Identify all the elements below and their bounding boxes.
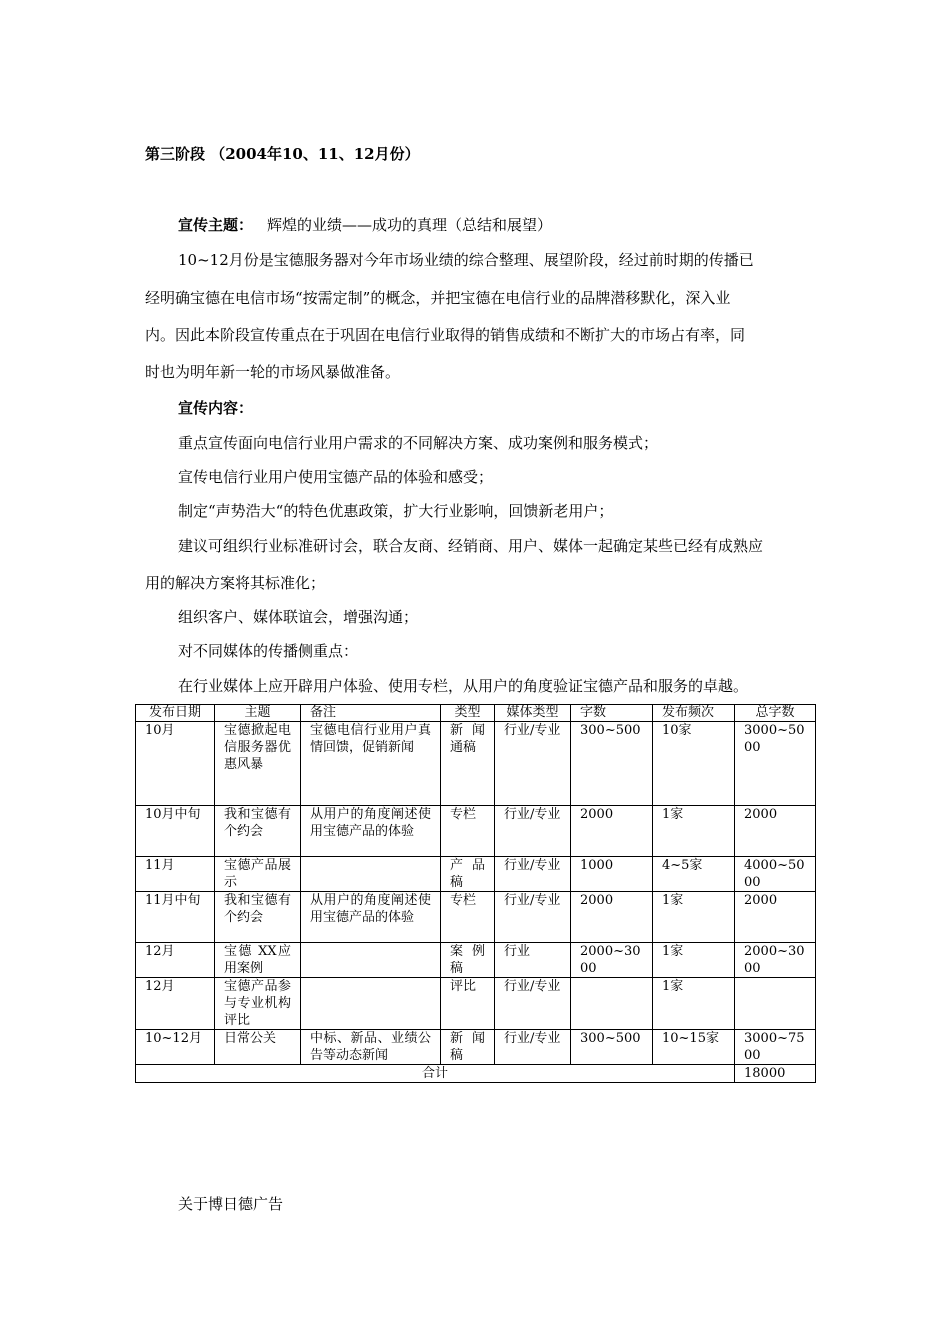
topic-cell: 我和宝德有个约会 — [215, 806, 301, 857]
total-words-cell: 4000~5000 — [735, 857, 816, 892]
total-words-cell: 2000 — [735, 892, 816, 943]
type-cell: 新闻通稿 — [441, 722, 495, 806]
header-cell: 总字数 — [735, 705, 816, 722]
type-cell: 评比 — [441, 978, 495, 1030]
frequency-cell: 4~5家 — [653, 857, 735, 892]
frequency-cell: 1家 — [653, 892, 735, 943]
topic-cell: 我和宝德有个约会 — [215, 892, 301, 943]
section-heading: 第三阶段 （2004年10、11、12月份） — [145, 145, 420, 163]
word-count-cell: 2000~3000 — [571, 943, 653, 978]
table-row — [136, 892, 816, 943]
content-item: 用的解决方案将其标准化； — [145, 574, 326, 592]
table-row — [136, 806, 816, 857]
header-cell: 备注 — [301, 705, 441, 722]
word-count-cell: 300~500 — [571, 1030, 653, 1065]
media-type-cell: 行业/专业 — [495, 892, 571, 943]
date-cell: 10月中旬 — [136, 806, 215, 857]
type-cell: 专栏 — [441, 892, 495, 943]
frequency-cell: 1家 — [653, 943, 735, 978]
intro-line: 经明确宝德在电信市场“按需定制”的概念，并把宝德在电信行业的品牌潜移默化，深入业 — [145, 289, 731, 307]
table-row — [136, 722, 816, 806]
table-row — [136, 943, 816, 978]
note-cell: 从用户的角度阐述使用宝德产品的体验 — [301, 806, 441, 857]
note-cell: 从用户的角度阐述使用宝德产品的体验 — [301, 892, 441, 943]
topic-cell: 宝德掀起电信服务器优惠风暴 — [215, 722, 301, 806]
word-count-cell: 2000 — [571, 806, 653, 857]
content-label: 宣传内容： — [178, 399, 254, 417]
theme-text: 辉煌的业绩——成功的真理（总结和展望） — [267, 216, 553, 234]
total-words-cell: 3000~5000 — [735, 722, 816, 806]
header-cell: 媒体类型 — [495, 705, 571, 722]
header-cell: 发布频次 — [653, 705, 735, 722]
content-item: 组织客户、媒体联谊会，增强沟通； — [178, 608, 419, 626]
date-cell: 10月 — [136, 722, 215, 806]
theme-line — [178, 214, 552, 235]
date-cell: 12月 — [136, 943, 215, 978]
theme-label: 宣传主题： — [178, 216, 254, 234]
content-item: 在行业媒体上应开辟用户体验、使用专栏，从用户的角度验证宝德产品和服务的卓越。 — [178, 677, 749, 695]
content-item: 重点宣传面向电信行业用户需求的不同解决方案、成功案例和服务模式； — [178, 434, 659, 452]
word-count-cell: 1000 — [571, 857, 653, 892]
frequency-cell: 10家 — [653, 722, 735, 806]
total-words-cell: 2000 — [735, 806, 816, 857]
table-header-row — [136, 705, 816, 722]
date-cell: 12月 — [136, 978, 215, 1030]
footer-heading: 关于博日德广告 — [178, 1195, 284, 1213]
type-cell: 案例稿 — [441, 943, 495, 978]
topic-cell: 宝德产品参与专业机构评比 — [215, 978, 301, 1030]
topic-cell: 宝德 XX应用案例 — [215, 943, 301, 978]
content-item: 建议可组织行业标准研讨会，联合友商、经销商、用户、媒体一起确定某些已经有成熟应 — [178, 537, 764, 555]
media-type-cell: 行业/专业 — [495, 806, 571, 857]
content-item: 对不同媒体的传播侧重点： — [178, 642, 359, 660]
intro-line: 10~12月份是宝德服务器对今年市场业绩的综合整理、展望阶段，经过前时期的传播已 — [178, 251, 754, 269]
header-cell: 发布日期 — [136, 705, 215, 722]
word-count-cell: 2000 — [571, 892, 653, 943]
intro-line: 内。因此本阶段宣传重点在于巩固在电信行业取得的销售成绩和不断扩大的市场占有率，同 — [145, 326, 746, 344]
content-item: 制定“声势浩大“的特色优惠政策，扩大行业影响，回馈新老用户； — [178, 502, 614, 520]
table-row — [136, 978, 816, 1030]
media-type-cell: 行业/专业 — [495, 1030, 571, 1065]
table-row — [136, 1030, 816, 1065]
table-row — [136, 857, 816, 892]
media-type-cell: 行业/专业 — [495, 857, 571, 892]
media-type-cell: 行业 — [495, 943, 571, 978]
total-value-cell: 18000 — [735, 1065, 816, 1083]
header-cell: 类型 — [441, 705, 495, 722]
media-plan-table — [135, 704, 816, 1083]
header-cell: 主题 — [215, 705, 301, 722]
note-cell: 宝德电信行业用户真情回馈，促销新闻 — [301, 722, 441, 806]
date-cell: 11月 — [136, 857, 215, 892]
frequency-cell: 1家 — [653, 806, 735, 857]
type-cell: 产品稿 — [441, 857, 495, 892]
type-cell: 专栏 — [441, 806, 495, 857]
header-cell: 字数 — [571, 705, 653, 722]
note-cell — [301, 943, 441, 978]
frequency-cell: 1家 — [653, 978, 735, 1030]
topic-cell: 宝德产品展示 — [215, 857, 301, 892]
media-type-cell: 行业/专业 — [495, 978, 571, 1030]
total-words-cell — [735, 978, 816, 1030]
total-words-cell: 3000~7500 — [735, 1030, 816, 1065]
total-label-cell: 合计 — [136, 1065, 735, 1083]
total-words-cell: 2000~3000 — [735, 943, 816, 978]
content-item: 宣传电信行业用户使用宝德产品的体验和感受； — [178, 468, 494, 486]
note-cell — [301, 978, 441, 1030]
word-count-cell — [571, 978, 653, 1030]
date-cell: 11月中旬 — [136, 892, 215, 943]
note-cell — [301, 857, 441, 892]
frequency-cell: 10~15家 — [653, 1030, 735, 1065]
table-total-row — [136, 1065, 816, 1083]
note-cell: 中标、新品、业绩公告等动态新闻 — [301, 1030, 441, 1065]
media-type-cell: 行业/专业 — [495, 722, 571, 806]
date-cell: 10~12月 — [136, 1030, 215, 1065]
type-cell: 新闻稿 — [441, 1030, 495, 1065]
intro-line: 时也为明年新一轮的市场风暴做准备。 — [145, 363, 401, 381]
word-count-cell: 300~500 — [571, 722, 653, 806]
topic-cell: 日常公关 — [215, 1030, 301, 1065]
